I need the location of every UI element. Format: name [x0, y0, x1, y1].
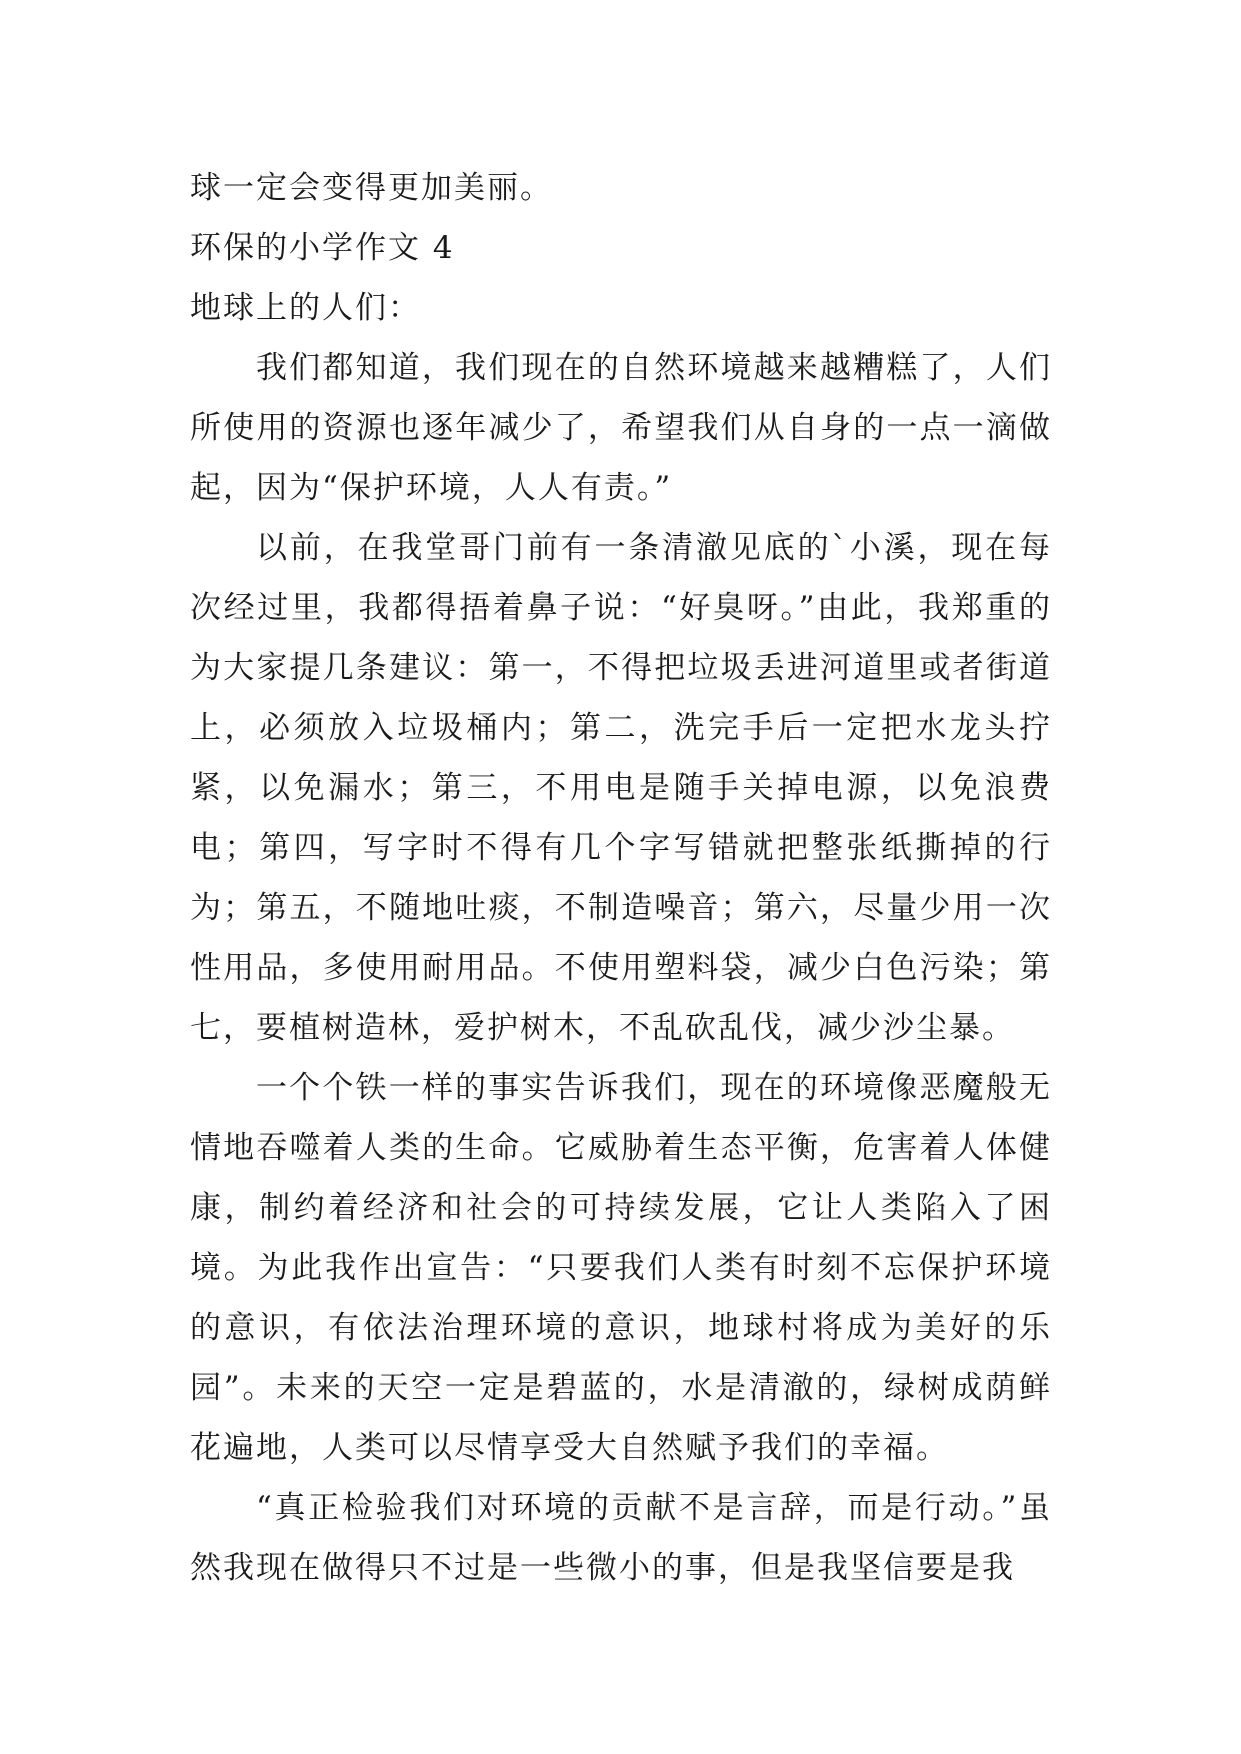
salutation: 地球上的人们：	[190, 290, 421, 326]
paragraph-4: “真正检验我们对环境的贡献不是言辞，而是行动。”虽然我现在做得只不过是一些微小的事，但是我坚信要是我	[190, 1490, 1052, 1586]
document-body	[190, 158, 1052, 1598]
paragraph-2: 以前，在我堂哥门前有一条清澈见底的`小溪，现在每次经过里，我都得捂着鼻子说：“好臭呀。”由此，我郑重的为大家提几条建议：第一，不得把垃圾丢进河道里或者街道上，必须放入垃圾桶内；第二，洗完手后一定把水龙头拧紧，以免漏水；第三，不用电是随手关掉电源，以免浪费电；第四，写字时不得有几个字写错就把整张纸撕掉的行为；第五，不随地吐痰，不制造噪音；第六，尽量少用一次性用品，多使用耐用品。不使用塑料袋，减少白色污染；第七，要植树造林，爱护树木，不乱砍乱伐，减少沙尘暴。	[190, 530, 1052, 1046]
paragraph-1: 我们都知道，我们现在的自然环境越来越糟糕了，人们所使用的资源也逐年减少了，希望我们从自身的一点一滴做起，因为“保护环境，人人有责。”	[190, 350, 1052, 506]
continued-text-line: 球一定会变得更加美丽。	[190, 170, 553, 206]
paragraph-3: 一个个铁一样的事实告诉我们，现在的环境像恶魔般无情地吞噬着人类的生命。它威胁着生态平衡，危害着人体健康，制约着经济和社会的可持续发展，它让人类陷入了困境。为此我作出宣告：“只要我们人类有时刻不忘保护环境的意识，有依法治理环境的意识，地球村将成为美好的乐园”。未来的天空一定是碧蓝的，水是清澈的，绿树成荫鲜花遍地，人类可以尽情享受大自然赋予我们的幸福。	[190, 1070, 1052, 1466]
essay-title: 环保的小学作文 4	[190, 230, 455, 266]
